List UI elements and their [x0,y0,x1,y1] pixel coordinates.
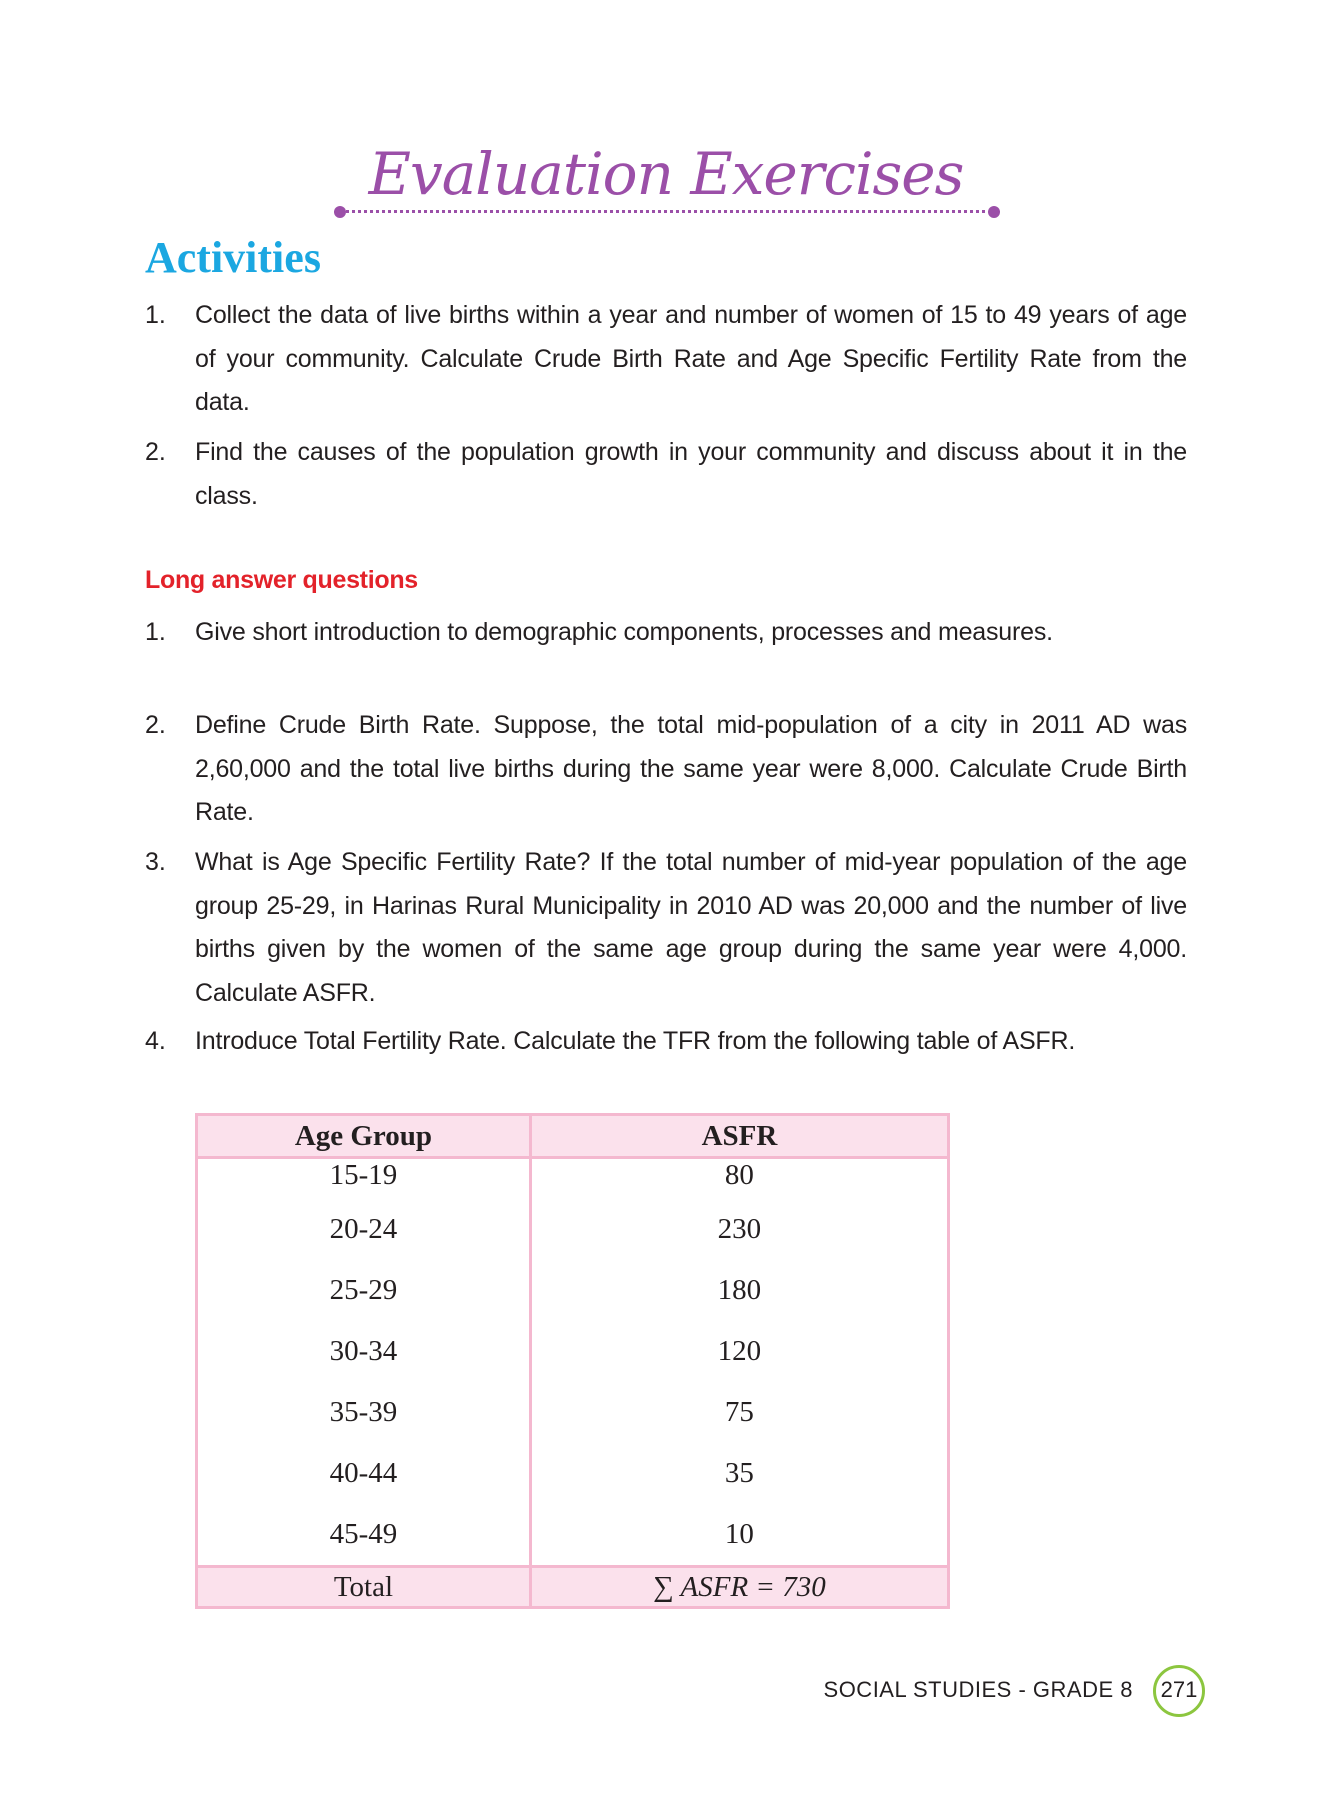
footer-book-title: SOCIAL STUDIES - GRADE 8 [823,1677,1133,1702]
header-asfr: ASFR [530,1115,948,1158]
item-number: 1. [145,618,166,646]
age-group-cell: 25-29 [197,1260,531,1321]
item-number: 4. [145,1027,166,1055]
total-value: ∑ ASFR = 730 [530,1567,948,1608]
asfr-cell: 10 [530,1504,948,1567]
asfr-cell: 180 [530,1260,948,1321]
table-row [197,1260,949,1321]
question-item [145,611,1187,655]
item-number: 2. [145,438,166,466]
question-item [145,841,1187,1015]
activity-item [145,294,1187,425]
age-group-cell: 15-19 [197,1158,531,1200]
table-row [197,1504,949,1567]
table-row [197,1382,949,1443]
asfr-cell: 75 [530,1382,948,1443]
asfr-cell: 230 [530,1199,948,1260]
item-text: Find the causes of the population growth in your community and discuss about it in the class. [195,438,1187,510]
item-text: Collect the data of live births within a year and number of women of 15 to 49 years of age of your community. Calculate Crude Birth Rate and Age Specific Fertility Rate from the data. [195,301,1187,416]
table-row [197,1321,949,1382]
activity-item [145,431,1187,518]
asfr-cell: 120 [530,1321,948,1382]
item-number: 2. [145,711,166,739]
asfr-table [195,1113,950,1609]
asfr-cell: 35 [530,1443,948,1504]
question-item [145,1020,1187,1064]
long-answer-heading: Long answer questions [145,566,418,594]
table-total-row [197,1567,949,1608]
page-title: Evaluation Exercises [368,140,964,208]
item-number: 1. [145,301,166,329]
page-number: 271 [1153,1665,1205,1717]
divider-dot-right [988,206,1000,218]
header-age-group: Age Group [197,1115,531,1158]
table-header-row [197,1115,949,1158]
age-group-cell: 35-39 [197,1382,531,1443]
asfr-cell: 80 [530,1158,948,1200]
total-label: Total [197,1567,531,1608]
item-text: Give short introduction to demographic components, processes and measures. [195,618,1053,646]
table-row [197,1158,949,1200]
item-text: What is Age Specific Fertility Rate? If the total number of mid-year population of the age group 25-29, in Harinas Rural Municipality in 2010 AD was 20,000 and the number of live births given by the women of the same age group during the same year were 4,000. Calculate ASFR. [195,848,1187,1007]
age-group-cell: 20-24 [197,1199,531,1260]
item-number: 3. [145,848,166,876]
age-group-cell: 45-49 [197,1504,531,1567]
table-row [197,1443,949,1504]
item-text: Define Crude Birth Rate. Suppose, the total mid-population of a city in 2011 AD was 2,60,000 and the total live births during the same year were 8,000. Calculate Crude Birth Rate. [195,711,1187,826]
item-text: Introduce Total Fertility Rate. Calculate the TFR from the following table of ASFR. [195,1027,1076,1055]
age-group-cell: 40-44 [197,1443,531,1504]
table-row [197,1199,949,1260]
activities-heading: Activities [145,233,321,282]
title-divider [339,210,992,213]
question-item [145,704,1187,835]
age-group-cell: 30-34 [197,1321,531,1382]
